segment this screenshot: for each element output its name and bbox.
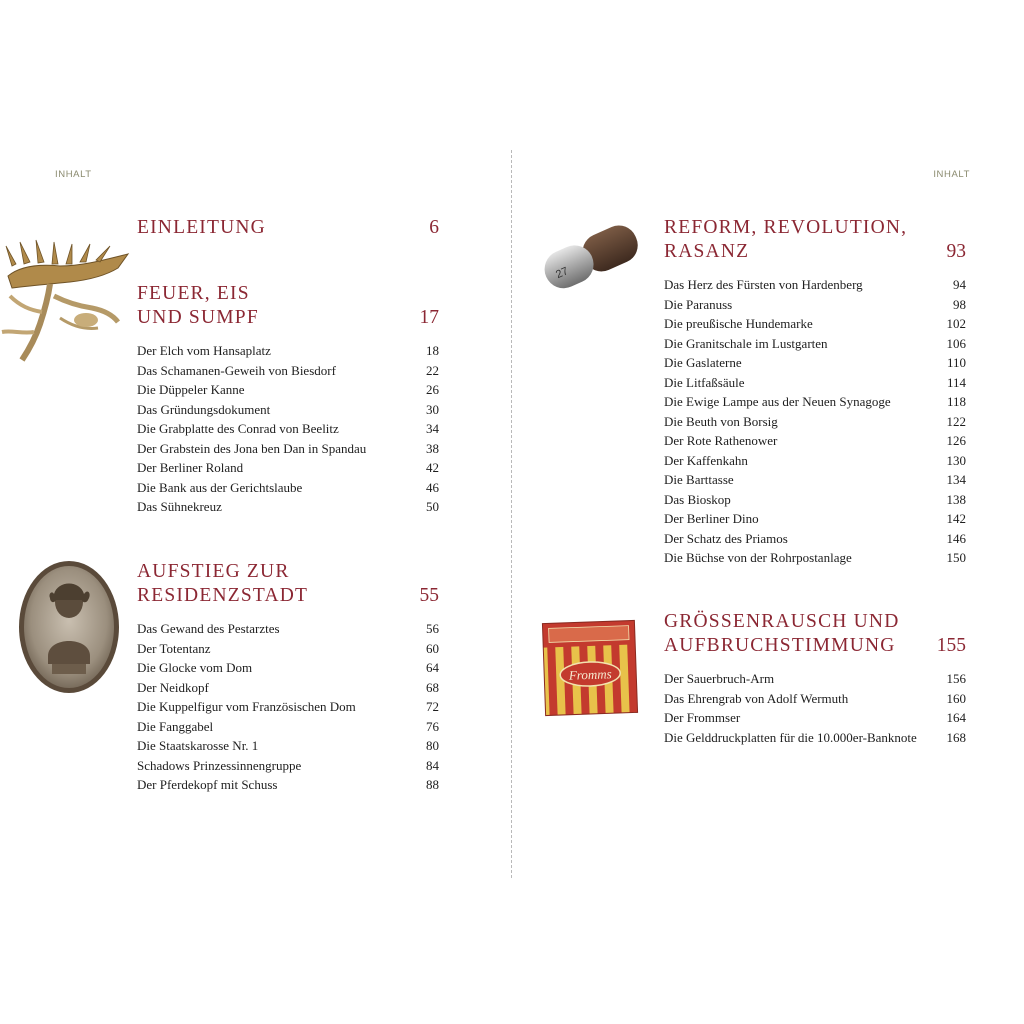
entry-title: Die Glocke vom Dom (137, 660, 253, 675)
toc-entry[interactable] (137, 439, 439, 459)
entry-page-number: 94 (953, 277, 966, 292)
entry-page-number: 80 (426, 738, 439, 753)
entry-page-number: 130 (946, 452, 966, 468)
toc-entry-list (664, 669, 966, 747)
entry-title: Die Litfaßsäule (664, 374, 745, 390)
entry-page-number: 168 (946, 729, 966, 745)
entry-page-number: 88 (426, 777, 439, 792)
packet-brand-text: Fromms (568, 666, 612, 683)
entry-page-number: 56 (426, 621, 439, 636)
toc-entry[interactable] (664, 431, 966, 451)
entry-page-number: 102 (946, 316, 966, 331)
bust-medallion-illustration (18, 560, 120, 694)
toc-entry[interactable] (664, 708, 966, 728)
toc-entry[interactable] (137, 736, 439, 756)
entry-title: Das Gewand des Pestarztes (137, 621, 280, 636)
toc-entry[interactable] (664, 548, 966, 568)
entry-page-number: 22 (426, 362, 439, 378)
toc-entry[interactable] (664, 373, 966, 393)
entry-title: Die Beuth von Borsig (664, 413, 778, 429)
entry-page-number: 26 (426, 382, 439, 397)
entry-title: Die Büchse von der Rohrpostanlage (664, 550, 852, 565)
toc-entry[interactable] (664, 490, 966, 510)
entry-page-number: 160 (946, 690, 966, 706)
entry-title: Der Frommser (664, 710, 741, 725)
entry-title: Das Herz des Fürsten von Hardenberg (664, 277, 863, 292)
entry-title: Das Bioskop (664, 491, 731, 507)
toc-entry[interactable] (664, 509, 966, 529)
entry-page-number: 50 (426, 499, 439, 514)
toc-entry[interactable] (664, 314, 966, 334)
entry-title: Die Fanggabel (137, 718, 214, 734)
section-feuer-eis-und-sumpf (137, 282, 439, 517)
toc-entry[interactable] (137, 619, 439, 639)
entry-page-number: 30 (426, 401, 439, 417)
entry-page-number: 106 (946, 335, 966, 351)
entry-title: Die Granitschale im Lustgarten (664, 335, 828, 351)
entry-title: Schadows Prinzessinnengruppe (137, 757, 302, 773)
entry-title: Die Staatskarosse Nr. 1 (137, 738, 259, 753)
running-head-left: INHALT (55, 169, 92, 180)
toc-entry[interactable] (664, 669, 966, 689)
toc-entry[interactable] (137, 658, 439, 678)
toc-entry[interactable] (664, 529, 966, 549)
section-heading (137, 282, 439, 330)
entry-page-number: 150 (946, 550, 966, 565)
section-heading (137, 216, 439, 240)
toc-entry[interactable] (664, 451, 966, 471)
toc-entry[interactable] (664, 470, 966, 490)
toc-entry[interactable] (664, 392, 966, 412)
toc-entry[interactable] (137, 756, 439, 776)
fromms-packet-illustration (540, 618, 640, 718)
toc-entry[interactable] (664, 728, 966, 748)
entry-page-number: 146 (946, 530, 966, 546)
toc-entry[interactable] (664, 295, 966, 315)
entry-title: Der Berliner Roland (137, 460, 244, 475)
entry-page-number: 110 (946, 355, 966, 370)
entry-page-number: 156 (946, 671, 966, 686)
entry-title: Der Totentanz (137, 640, 211, 656)
entry-page-number: 138 (946, 491, 966, 507)
section-groessenrausch-und-aufbruchstimmung (664, 610, 966, 747)
section-heading (664, 216, 966, 264)
entry-title: Der Neidkopf (137, 679, 209, 695)
entry-title: Der Kaffenkahn (664, 452, 748, 468)
entry-title: Die Bank aus der Gerichtslaube (137, 479, 303, 495)
toc-entry[interactable] (137, 775, 439, 795)
entry-title: Die Düppeler Kanne (137, 382, 245, 397)
toc-entry[interactable] (137, 478, 439, 498)
section-heading (137, 560, 439, 608)
toc-entry[interactable] (137, 497, 439, 517)
section-aufstieg-zur-residenzstadt (137, 560, 439, 795)
entry-page-number: 42 (426, 460, 439, 475)
toc-entry[interactable] (664, 412, 966, 432)
toc-entry-list (137, 341, 439, 517)
entry-page-number: 122 (946, 413, 966, 429)
toc-entry[interactable] (137, 678, 439, 698)
toc-entry[interactable] (137, 400, 439, 420)
entry-title: Das Schamanen-Geweih von Biesdorf (137, 362, 336, 378)
toc-entry[interactable] (137, 341, 439, 361)
section-page-number: 6 (429, 217, 439, 238)
section-page-number: 93 (946, 241, 966, 262)
toc-entry-list (664, 275, 966, 568)
entry-title: Die Barttasse (664, 472, 734, 487)
toc-entry[interactable] (664, 334, 966, 354)
entry-page-number: 164 (946, 710, 966, 725)
section-title: REFORM, REVOLUTION, RASANZ (664, 217, 908, 262)
entry-page-number: 114 (946, 374, 966, 390)
entry-page-number: 18 (426, 343, 439, 358)
entry-page-number: 126 (946, 433, 966, 448)
entry-page-number: 72 (426, 699, 439, 714)
section-reform-revolution-rasanz (664, 216, 966, 568)
toc-entry[interactable] (664, 353, 966, 373)
moose-antler-illustration (0, 236, 132, 366)
toc-entry[interactable] (664, 689, 966, 709)
entry-page-number: 38 (426, 440, 439, 456)
entry-page-number: 60 (426, 640, 439, 656)
toc-entry[interactable] (137, 697, 439, 717)
entry-page-number: 64 (426, 660, 439, 675)
entry-title: Der Sauerbruch-Arm (664, 671, 775, 686)
entry-page-number: 84 (426, 757, 439, 773)
toc-entry-list (137, 619, 439, 795)
toc-entry[interactable] (137, 419, 439, 439)
section-page-number: 17 (419, 307, 439, 328)
toc-entry[interactable] (137, 458, 439, 478)
entry-title: Die Ewige Lampe aus der Neuen Synagoge (664, 394, 891, 409)
section-einleitung (137, 216, 439, 240)
entry-page-number: 118 (946, 394, 966, 409)
entry-title: Der Pferdekopf mit Schuss (137, 777, 278, 792)
running-head-right: INHALT (933, 169, 970, 180)
entry-page-number: 46 (426, 479, 439, 495)
section-title: FEUER, EIS UND SUMPF (137, 283, 259, 328)
entry-page-number: 68 (426, 679, 439, 695)
section-page-number: 155 (936, 635, 966, 656)
toc-entry[interactable] (137, 380, 439, 400)
section-heading (664, 610, 966, 658)
section-page-number: 55 (419, 585, 439, 606)
pneumatic-capsule-illustration (536, 212, 646, 302)
entry-title: Der Schatz des Priamos (664, 530, 788, 546)
entry-title: Die Grabplatte des Conrad von Beelitz (137, 421, 339, 436)
entry-page-number: 76 (426, 718, 439, 734)
entry-title: Der Grabstein des Jona ben Dan in Spandau (137, 440, 367, 456)
entry-title: Die Kuppelfigur vom Französischen Dom (137, 699, 356, 714)
section-title: GRÖSSENRAUSCH UND AUFBRUCHSTIMMUNG (664, 611, 900, 656)
entry-title: Die Gelddruckplatten für die 10.000er-Banknote (664, 729, 917, 745)
entry-title: Der Berliner Dino (664, 511, 759, 526)
entry-page-number: 34 (426, 421, 439, 436)
entry-page-number: 142 (946, 511, 966, 526)
section-title: EINLEITUNG (137, 217, 266, 238)
section-title: AUFSTIEG ZUR RESIDENZSTADT (137, 561, 309, 606)
entry-title: Die preußische Hundemarke (664, 316, 813, 331)
entry-title: Die Paranuss (664, 296, 733, 312)
entry-page-number: 134 (946, 472, 966, 487)
capsule-number: 27 (554, 265, 571, 282)
entry-title: Das Sühnekreuz (137, 499, 222, 514)
toc-entry[interactable] (137, 639, 439, 659)
toc-entry[interactable] (664, 275, 966, 295)
entry-title: Der Elch vom Hansaplatz (137, 343, 271, 358)
entry-title: Der Rote Rathenower (664, 433, 778, 448)
entry-title: Die Gaslaterne (664, 355, 742, 370)
entry-title: Das Ehrengrab von Adolf Wermuth (664, 690, 849, 706)
entry-page-number: 98 (953, 296, 966, 312)
toc-entry[interactable] (137, 361, 439, 381)
toc-entry[interactable] (137, 717, 439, 737)
entry-title: Das Gründungsdokument (137, 401, 271, 417)
